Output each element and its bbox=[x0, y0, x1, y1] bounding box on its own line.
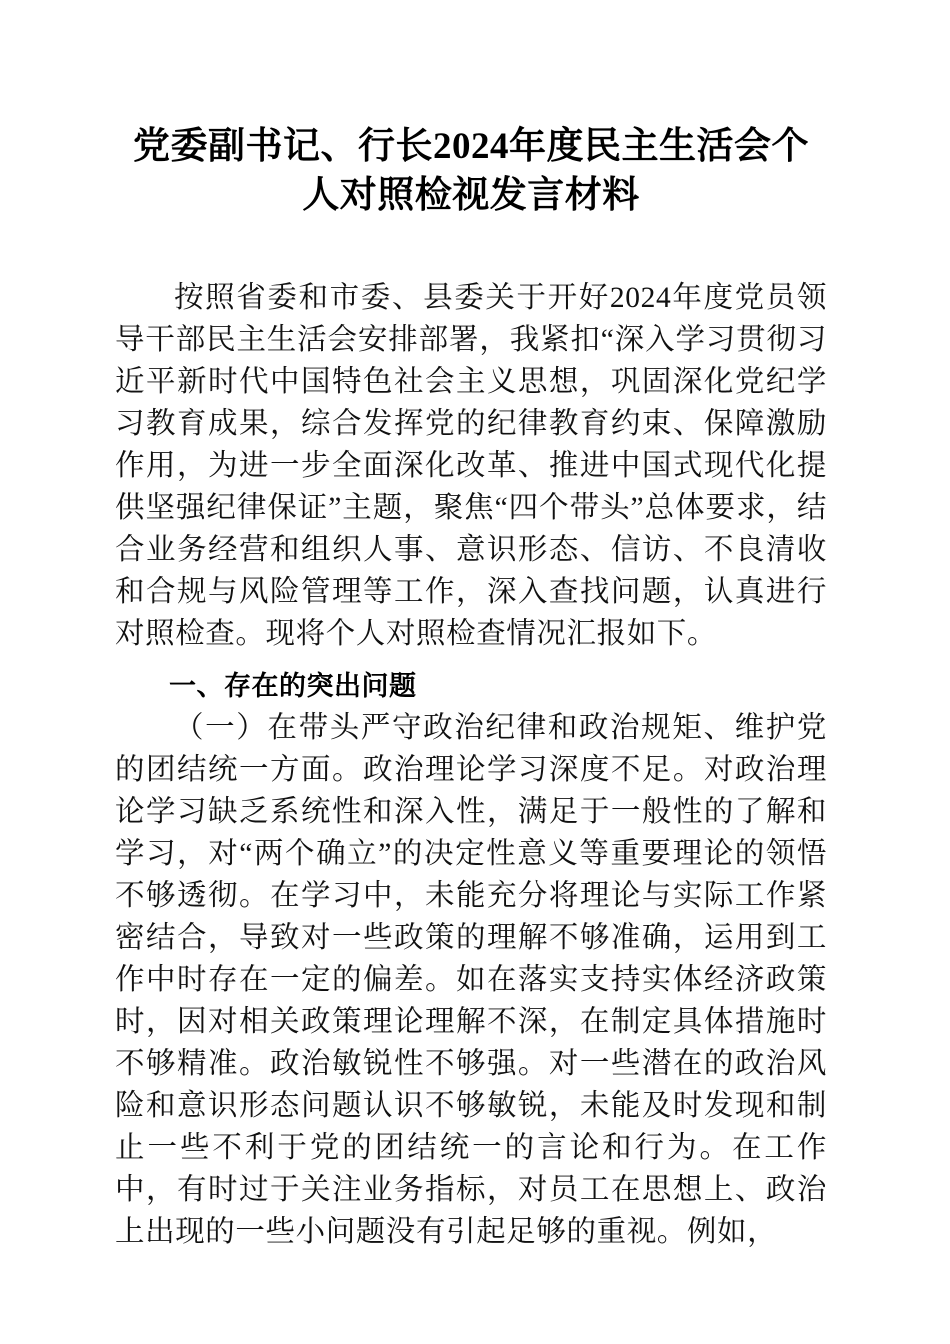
page-title: 党委副书记、行长2024年度民主生活会个人对照检视发言材料 bbox=[133, 126, 809, 216]
section-heading-one: 一、存在的突出问题 bbox=[169, 671, 417, 701]
document-content-column bbox=[115, 0, 827, 1253]
paragraph-opening: 按照省委和市委、县委关于开好2024年度党员领导干部民主生活会安排部署，我紧扣“深入学习贯彻习近平新时代中国特色社会主义思想，巩固深化党纪学习教育成果，综合发挥党的纪律教育约束、保障激励作用，为进一步全面深化改革、推进中国式现代化提供坚强纪律保证”主题，聚焦“四个带头”总体要求，结合业务经营和组织人事、意识形态、信访、不良清收和合规与风险管理等工作，深入查找问题，认真进行对照检查。现将个人对照检查情况汇报如下。 bbox=[115, 282, 827, 650]
paragraph-section-one-item-a: （一）在带头严守政治纪律和政治规矩、维护党的团结统一方面。政治理论学习深度不足。对政治理论学习缺乏系统性和深入性，满足于一般性的了解和学习，对“两个确立”的决定性意义等重要理论的领悟不够透彻。在学习中，未能充分将理论与实际工作紧密结合，导致对一些政策的理解不够准确，运用到工作中时存在一定的偏差。如在落实支持实体经济政策时，因对相关政策理论理解不深，在制定具体措施时不够精准。政治敏锐性不够强。对一些潜在的政治风险和意识形态问题认识不够敏锐，未能及时发现和制止一些不利于党的团结统一的言论和行为。在工作中，有时过于关注业务指标，对员工在思想上、政治上出现的一些小问题没有引起足够的重视。例如， bbox=[115, 712, 827, 1248]
